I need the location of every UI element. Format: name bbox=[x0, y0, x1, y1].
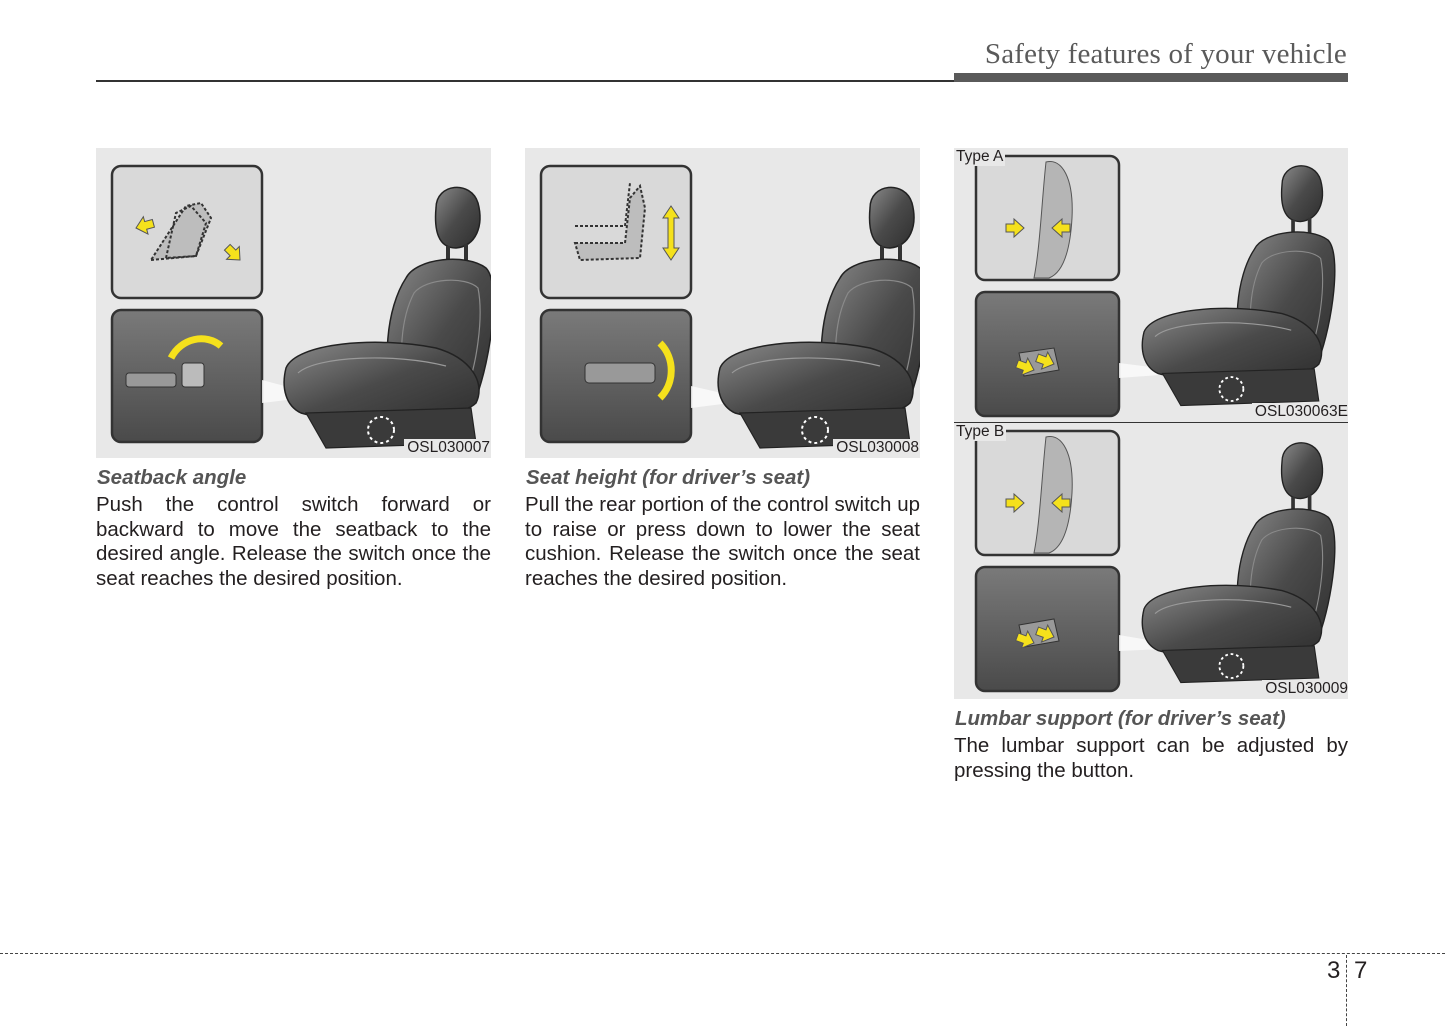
figure-code: OSL030008 bbox=[833, 439, 919, 457]
section-body: Pull the rear portion of the control switch up to raise or press down to lower the seat cushion. Release the switch once the seat reaches the desired position. bbox=[525, 493, 920, 590]
section-heading: Seat height (for driver’s seat) bbox=[526, 466, 811, 489]
seat-height-illustration bbox=[525, 148, 920, 458]
footer-rule bbox=[0, 953, 1445, 954]
lumbar-type-a-illustration bbox=[954, 148, 1348, 422]
figure-code: OSL030063E bbox=[1252, 403, 1348, 421]
type-label: Type A bbox=[956, 148, 1004, 165]
footer-page-divider bbox=[1346, 955, 1347, 1026]
figure-lumbar-type-a bbox=[954, 148, 1348, 422]
seatback-angle-illustration bbox=[96, 148, 491, 458]
section-heading: Lumbar support (for driver’s seat) bbox=[955, 707, 1286, 730]
section-body: Push the control switch forward or backward to move the seatback to the desired angle. Release the switch once the seat reaches the desired position. bbox=[96, 493, 491, 590]
figure-lumbar-type-b bbox=[954, 423, 1348, 699]
header-rule bbox=[96, 80, 954, 82]
page-number: 7 bbox=[1354, 957, 1368, 984]
chapter-number: 3 bbox=[1327, 957, 1341, 984]
section-body: The lumbar support can be adjusted by pressing the button. bbox=[954, 734, 1348, 782]
figure-seatback-angle bbox=[96, 148, 491, 458]
section-heading: Seatback angle bbox=[97, 466, 247, 489]
type-label: Type B bbox=[956, 423, 1005, 440]
header-accent-bar bbox=[954, 73, 1348, 82]
header-title: Safety features of your vehicle bbox=[984, 38, 1347, 70]
figure-code: OSL030009 bbox=[1262, 680, 1348, 698]
lumbar-type-b-illustration bbox=[954, 423, 1348, 699]
figure-seat-height bbox=[525, 148, 920, 458]
figure-code: OSL030007 bbox=[404, 439, 490, 457]
